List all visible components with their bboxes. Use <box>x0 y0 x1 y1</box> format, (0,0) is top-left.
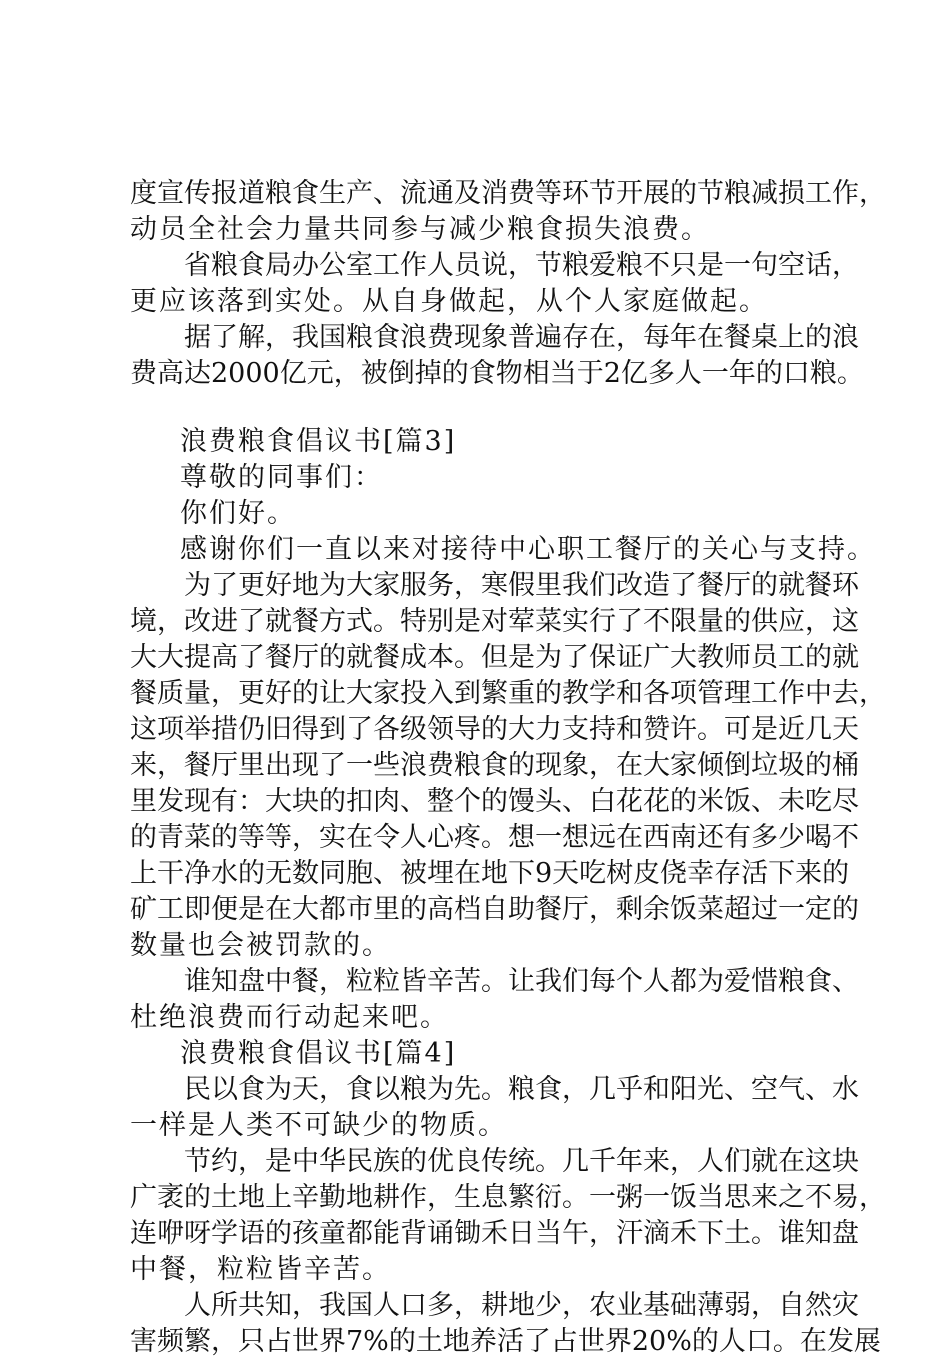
paragraph-line: 节约，是中华民族的优良传统。几千年来，人们就在这块 <box>184 1146 859 1177</box>
paragraph-line: 害频繁，只占世界7%的土地养活了占世界20%的人口。在发展 <box>130 1326 881 1357</box>
paragraph-line: 这项举措仍旧得到了各级领导的大力支持和赞许。可是近几天 <box>130 714 859 745</box>
greeting: 你们好。 <box>180 498 296 529</box>
paragraph-line: 更应该落到实处。从自身做起，从个人家庭做起。 <box>130 286 768 317</box>
paragraph-line: 里发现有：大块的扣肉、整个的馒头、白花花的米饭、未吃尽 <box>130 786 859 817</box>
paragraph-line: 的青菜的等等，实在令人心疼。想一想远在西南还有多少喝不 <box>130 822 859 853</box>
paragraph-line: 来，餐厅里出现了一些浪费粮食的现象，在大家倾倒垃圾的桶 <box>130 750 859 781</box>
section-heading: 浪费粮食倡议书[篇4] <box>180 1038 457 1069</box>
paragraph-line: 度宣传报道粮食生产、流通及消费等环节开展的节粮减损工作， <box>130 178 886 209</box>
paragraph-line: 连咿呀学语的孩童都能背诵锄禾日当午，汗滴禾下土。谁知盘 <box>130 1218 859 1249</box>
paragraph-line: 杜绝浪费而行动起来吧。 <box>130 1002 449 1033</box>
paragraph-line: 谁知盘中餐，粒粒皆辛苦。让我们每个人都为爱惜粮食、 <box>184 966 859 997</box>
paragraph-line: 感谢你们一直以来对接待中心职工餐厅的关心与支持。 <box>180 534 876 565</box>
paragraph-line: 民以食为天，食以粮为先。粮食，几乎和阳光、空气、水 <box>184 1074 859 1105</box>
paragraph-line: 上干净水的无数同胞、被埋在地下9天吃树皮侥幸存活下来的 <box>130 858 850 889</box>
paragraph-line: 为了更好地为大家服务，寒假里我们改造了餐厅的就餐环 <box>184 570 859 601</box>
paragraph-line: 大大提高了餐厅的就餐成本。但是为了保证广大教师员工的就 <box>130 642 859 673</box>
salutation: 尊敬的同事们： <box>180 462 383 493</box>
paragraph-line: 据了解，我国粮食浪费现象普遍存在，每年在餐桌上的浪 <box>184 322 859 353</box>
paragraph-line: 人所共知，我国人口多，耕地少，农业基础薄弱，自然灾 <box>184 1290 859 1321</box>
paragraph-line: 中餐，粒粒皆辛苦。 <box>130 1254 391 1285</box>
paragraph-line: 省粮食局办公室工作人员说，节粮爱粮不只是一句空话， <box>184 250 859 281</box>
paragraph-line: 数量也会被罚款的。 <box>130 930 391 961</box>
paragraph-line: 矿工即便是在大都市里的高档自助餐厅，剩余饭菜超过一定的 <box>130 894 859 925</box>
section-heading: 浪费粮食倡议书[篇3] <box>180 426 457 457</box>
paragraph-line: 餐质量，更好的让大家投入到繁重的教学和各项管理工作中去， <box>130 678 886 709</box>
paragraph-line: 广袤的土地上辛勤地耕作，生息繁衍。一粥一饭当思来之不易， <box>130 1182 886 1213</box>
paragraph-line: 境，改进了就餐方式。特别是对荤菜实行了不限量的供应，这 <box>130 606 859 637</box>
paragraph-line: 费高达2000亿元，被倒掉的食物相当于2亿多人一年的口粮。 <box>130 358 864 389</box>
paragraph-line: 动员全社会力量共同参与减少粮食损失浪费。 <box>130 214 710 245</box>
paragraph-line: 一样是人类不可缺少的物质。 <box>130 1110 507 1141</box>
